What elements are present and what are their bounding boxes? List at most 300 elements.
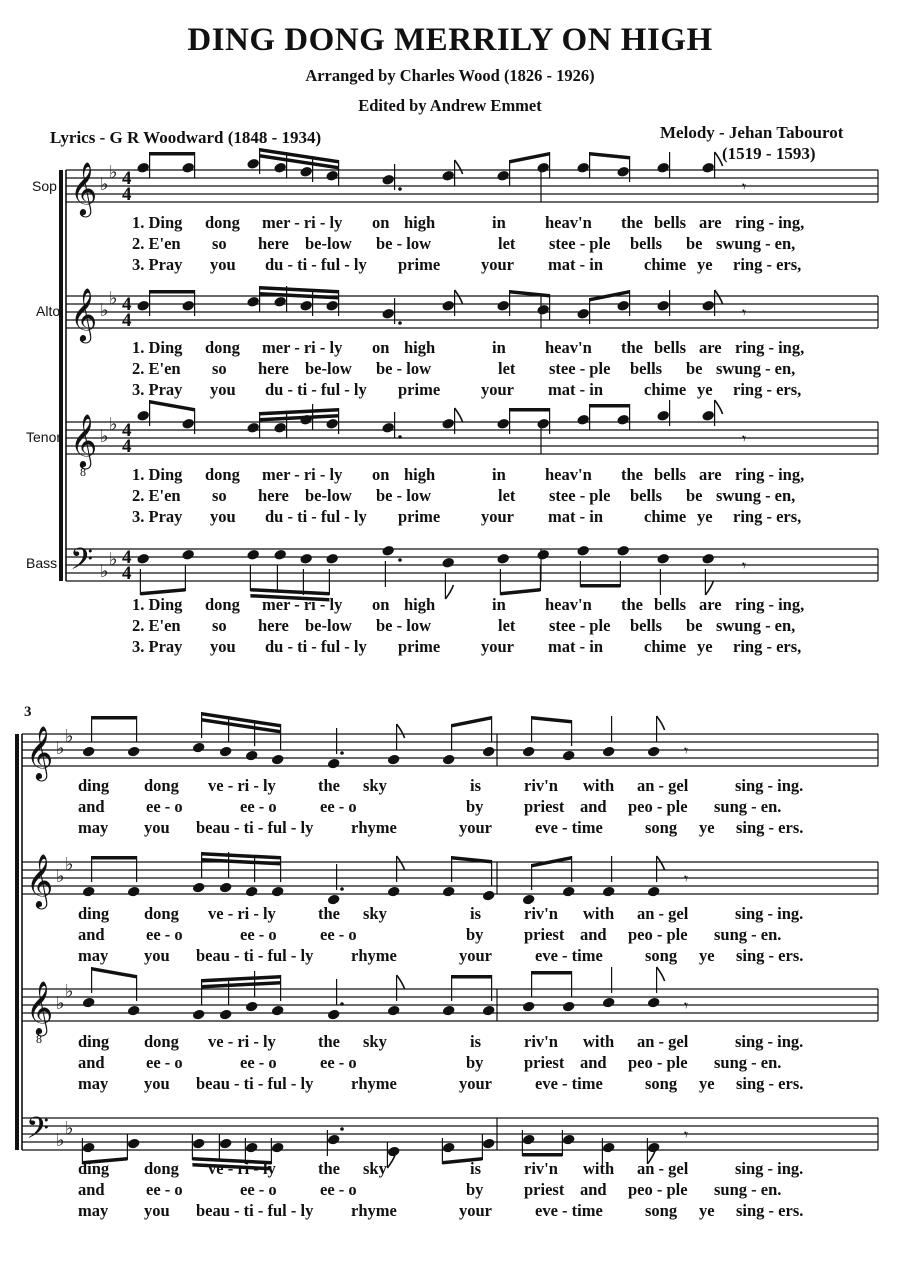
beam [500,588,540,596]
note-head [182,418,194,429]
lyric-syllable: ring - ing, [735,465,805,484]
lyric-syllable: be - low [376,486,431,505]
lyric-syllable: ding [78,1032,110,1051]
lyric-syllable: ye [697,637,713,656]
note-head [83,746,95,757]
lyric-syllable: mer - ri - ly [262,338,343,357]
lyric-syllable: heav'n [545,465,592,484]
lyric-syllable: on [372,465,390,484]
note-head [563,1001,575,1012]
instrument-label-alto: Alto [36,303,61,319]
lyric-syllable: your [481,507,514,526]
lyric-syllable: your [459,946,492,965]
lyric-syllable: ee - o [320,1053,357,1072]
lyric-syllable: 3. Pray [132,380,183,399]
composer-dates: (1519 - 1593) [722,144,816,163]
note-head [497,418,509,429]
beam [92,856,137,860]
note-head [220,1138,232,1149]
note-head [657,300,669,311]
lyric-syllable: 2. E'en [132,616,181,635]
lyric-syllable: in [492,213,506,232]
note-head [483,890,495,901]
lyric-syllable: bells [630,616,663,635]
lyric-syllable: prime [398,507,441,526]
lyric-syllable: by [466,1180,484,1199]
lyric-syllable: you [210,507,236,526]
lyric-syllable: priest [524,1053,565,1072]
lyric-syllable: ee - o [240,1053,277,1072]
lyric-syllable: the [318,1032,340,1051]
time-signature: 4 [122,294,132,315]
note-head [388,886,400,897]
note-head [382,422,394,433]
flat-sign: ♭ [65,981,74,1002]
lyric-syllable: beau - ti - ful - ly [196,1074,314,1093]
note-head [443,1142,455,1153]
flat-sign: ♭ [65,726,74,747]
note-dot [398,321,402,325]
treble-clef: 𝄞 [26,853,54,907]
lyric-syllable: the [621,595,643,614]
note-head [300,553,312,564]
lyric-syllable: ring - ing, [735,338,805,357]
note-flag [455,408,463,422]
lyric-syllable: the [621,465,643,484]
lyric-syllable: by [466,925,484,944]
note-head [193,1009,205,1020]
lyric-syllable: with [583,1159,615,1178]
note-head [272,1005,284,1016]
note-head [272,754,284,765]
note-head [220,746,232,757]
lyric-syllable: stee - ple [549,234,611,253]
note-head [137,410,149,421]
note-dot [398,435,402,439]
lyric-syllable: on [372,338,390,357]
flat-sign: ♭ [109,549,118,570]
lyric-syllable: riv'n [524,776,558,795]
lyric-syllable: sing - ers. [736,1074,804,1093]
flat-sign: ♭ [56,1130,65,1151]
note-head [83,997,95,1008]
lyric-syllable: your [459,1074,492,1093]
lyric-syllable: are [699,465,722,484]
beam [532,971,572,975]
instrument-label-tenor: Tenor [26,429,62,445]
note-head [617,545,629,556]
lyric-syllable: sing - ers. [736,946,804,965]
lyric-syllable: prime [398,380,441,399]
lyric-syllable: ye [699,818,715,837]
lyric-syllable: ye [697,507,713,526]
note-head [193,882,205,893]
lyric-syllable: the [621,213,643,232]
note-head [443,754,455,765]
note-flag [445,585,453,599]
measure-number: 3 [24,704,32,720]
lyric-syllable: your [459,818,492,837]
lyric-syllable: chime [644,507,687,526]
lyric-syllable: you [144,1074,170,1093]
note-head [702,162,714,173]
time-signature: 4 [122,547,132,568]
lyric-syllable: prime [398,255,441,274]
note-head [497,170,509,181]
beam [92,967,137,979]
note-head [326,553,338,564]
beam [202,981,281,989]
octave-mark: 8 [80,465,86,479]
note-flag [715,152,723,166]
beam [590,152,630,160]
lyric-syllable: ring - ers, [733,507,802,526]
lyric-syllable: you [144,946,170,965]
lyric-syllable: sky [363,776,387,795]
lyric-syllable: sung - en. [714,797,782,816]
lyric-syllable: ee - o [146,797,183,816]
lyric-syllable: the [621,338,643,357]
octave-mark: 8 [36,1032,42,1046]
lyric-syllable: and [78,1053,105,1072]
lyric-syllable: so [212,234,227,253]
lyric-syllable: heav'n [545,213,592,232]
time-signature: 4 [122,563,132,584]
note-head [702,300,714,311]
note-head [563,750,575,761]
lyric-syllable: song [645,1074,678,1093]
lyric-syllable: ring - ing, [735,213,805,232]
note-head [326,170,338,181]
lyric-syllable: with [583,776,615,795]
note-head [603,1142,615,1153]
lyric-syllable: so [212,359,227,378]
lyric-syllable: may [78,1201,109,1220]
note-head [442,300,454,311]
lyric-syllable: stee - ple [549,486,611,505]
lyric-syllable: du - ti - ful - ly [265,637,367,656]
lyric-syllable: 3. Pray [132,255,183,274]
lyric-syllable: let [498,359,516,378]
lyric-syllable: and [580,925,607,944]
lyric-syllable: du - ti - ful - ly [265,507,367,526]
lyric-syllable: and [580,1053,607,1072]
lyric-syllable: are [699,213,722,232]
note-head [246,1142,258,1153]
lyric-syllable: 2. E'en [132,486,181,505]
instrument-label-soprano: Sop [32,178,57,194]
beam [150,400,195,412]
lyric-syllable: bells [630,486,663,505]
lyric-syllable: your [459,1201,492,1220]
note-head [137,553,149,564]
lyric-syllable: on [372,213,390,232]
lyric-syllable: priest [524,797,565,816]
lyric-syllable: may [78,946,109,965]
note-head [274,296,286,307]
note-head [648,997,660,1008]
beam [260,292,339,300]
lyric-syllable: an - gel [637,1032,689,1051]
note-flag [705,581,713,595]
lyric-syllable: the [318,776,340,795]
lyric-syllable: you [144,818,170,837]
page-title: DING DONG MERRILY ON HIGH [187,22,713,58]
lyric-syllable: peo - ple [628,1053,688,1072]
note-head [193,1138,205,1149]
note-head [193,742,205,753]
lyric-syllable: ding [78,776,110,795]
lyric-syllable: be-low [305,359,352,378]
lyric-syllable: your [481,637,514,656]
lyric-syllable: bells [654,465,687,484]
note-head [523,1001,535,1012]
lyric-syllable: 2. E'en [132,359,181,378]
note-flag [397,975,405,989]
lyric-syllable: song [645,818,678,837]
note-head [483,746,495,757]
arranger-credit: Arranged by Charles Wood (1826 - 1926) [305,66,595,85]
time-signature: 4 [122,436,132,457]
note-head [537,162,549,173]
lyric-syllable: priest [524,1180,565,1199]
flat-sign: ♭ [100,561,109,582]
lyric-syllable: in [492,595,506,614]
note-head [247,158,259,169]
lyric-syllable: your [481,255,514,274]
lyric-syllable: dong [144,776,179,795]
flat-sign: ♭ [100,174,109,195]
lyric-syllable: so [212,486,227,505]
lyric-syllable: beau - ti - ful - ly [196,1201,314,1220]
lyric-syllable: ve - ri - ly [208,776,276,795]
eighth-rest: 𝄾 [742,556,747,575]
note-head [246,1001,258,1012]
note-dot [340,1002,344,1006]
note-head [246,886,258,897]
note-head [274,422,286,433]
lyric-syllable: dong [205,465,240,484]
lyric-syllable: here [258,486,289,505]
lyric-syllable: 1. Ding [132,595,183,614]
note-flag [397,724,405,738]
note-head [442,557,454,568]
lyric-syllable: ye [699,946,715,965]
note-head [382,308,394,319]
lyric-syllable: let [498,616,516,635]
note-head [603,886,615,897]
note-dot [340,1127,344,1131]
lyric-syllable: high [404,465,436,484]
lyric-syllable: high [404,595,436,614]
lyric-syllable: be - low [376,234,431,253]
lyric-syllable: with [583,904,615,923]
lyric-syllable: sing - ing. [735,776,804,795]
lyric-syllable: by [466,797,484,816]
lyric-syllable: you [210,255,236,274]
lyric-syllable: ee - o [146,925,183,944]
note-head [128,1138,140,1149]
note-head [577,414,589,425]
note-head [648,1142,660,1153]
lyric-syllable: eve - time [535,1074,603,1093]
lyric-syllable: rhyme [351,946,397,965]
lyric-syllable: mat - in [548,380,603,399]
eighth-rest: 𝄾 [742,429,747,448]
note-head [483,1138,495,1149]
flat-sign: ♭ [65,854,74,875]
lyric-syllable: ding [78,904,110,923]
treble-clef: 𝄞 [26,980,54,1034]
lyric-syllable: sing - ing. [735,1159,804,1178]
lyric-syllable: be-low [305,616,352,635]
note-dot [398,558,402,562]
lyric-syllable: and [78,1180,105,1199]
beam [522,1153,562,1157]
lyric-syllable: 3. Pray [132,507,183,526]
eighth-rest: 𝄾 [684,741,689,760]
note-head [382,545,394,556]
lyric-syllable: in [492,465,506,484]
editor-credit: Edited by Andrew Emmet [358,96,542,115]
lyric-syllable: ee - o [320,925,357,944]
note-head [657,553,669,564]
note-head [702,410,714,421]
lyric-syllable: be [686,234,703,253]
time-signature: 4 [122,420,132,441]
flat-sign: ♭ [56,738,65,759]
lyric-syllable: is [470,776,482,795]
lyric-syllable: ring - ers, [733,255,802,274]
note-flag [657,967,665,981]
lyric-syllable: may [78,818,109,837]
note-head [247,422,259,433]
note-head [272,886,284,897]
lyric-syllable: is [470,1159,482,1178]
lyric-syllable: ee - o [320,797,357,816]
flat-sign: ♭ [109,162,118,183]
lyric-syllable: mer - ri - ly [262,595,343,614]
lyric-syllable: heav'n [545,595,592,614]
lyric-syllable: be [686,616,703,635]
lyric-syllable: ve - ri - ly [208,1032,276,1051]
note-head [537,549,549,560]
note-head [83,886,95,897]
lyric-syllable: high [404,213,436,232]
lyric-syllable: an - gel [637,1159,689,1178]
flat-sign: ♭ [56,993,65,1014]
note-head [483,1005,495,1016]
lyric-syllable: the [318,904,340,923]
note-flag [387,1154,395,1168]
note-head [247,296,259,307]
lyric-syllable: 1. Ding [132,213,183,232]
note-head [603,746,615,757]
time-signature: 4 [122,310,132,331]
note-head [182,162,194,173]
lyric-syllable: ve - ri - ly [208,904,276,923]
treble-clef: 𝄞 [70,161,98,215]
eighth-rest: 𝄾 [684,1125,689,1144]
beam [452,716,492,728]
note-head [388,1146,400,1157]
lyric-syllable: stee - ple [549,359,611,378]
lyric-syllable: song [645,1201,678,1220]
lyric-syllable: dong [144,1159,179,1178]
lyric-syllable: be-low [305,486,352,505]
lyric-syllable: high [404,338,436,357]
lyric-syllable: peo - ple [628,797,688,816]
lyric-syllable: mer - ri - ly [262,213,343,232]
beam [150,290,195,294]
composer-name: Melody - Jehan Tabourot [660,123,844,142]
lyric-syllable: ye [699,1074,715,1093]
lyric-syllable: here [258,616,289,635]
lyric-syllable: with [583,1032,615,1051]
note-head [617,300,629,311]
lyric-syllable: dong [205,338,240,357]
note-head [443,886,455,897]
note-head [83,1142,95,1153]
lyric-syllable: are [699,595,722,614]
beam [260,408,339,416]
lyric-syllable: du - ti - ful - ly [265,255,367,274]
note-head [274,162,286,173]
lyric-syllable: an - gel [637,776,689,795]
note-head [328,1009,340,1020]
lyric-syllable: the [318,1159,340,1178]
lyric-syllable: du - ti - ful - ly [265,380,367,399]
lyric-syllable: ee - o [146,1053,183,1072]
lyric-syllable: ee - o [240,925,277,944]
instrument-label-bass: Bass [26,555,58,571]
lyric-syllable: ye [697,380,713,399]
lyric-syllable: be [686,359,703,378]
lyric-syllable: is [470,1032,482,1051]
lyric-syllable: rhyme [351,1201,397,1220]
lyric-syllable: bells [654,595,687,614]
lyric-syllable: chime [644,255,687,274]
lyric-syllable: chime [644,380,687,399]
note-dot [398,187,402,191]
beam [150,152,195,156]
note-head [388,754,400,765]
note-head [300,300,312,311]
lyric-syllable: be - low [376,359,431,378]
eighth-rest: 𝄾 [684,869,689,888]
lyric-syllable: sung - en. [714,1053,782,1072]
lyric-syllable: sing - ers. [736,818,804,837]
lyric-syllable: and [78,797,105,816]
beam [260,414,339,422]
note-flag [657,856,665,870]
note-head [617,414,629,425]
note-flag [657,716,665,730]
note-flag [397,856,405,870]
treble-clef: 𝄞 [70,413,98,467]
lyric-syllable: bells [654,213,687,232]
lyric-syllable: swung - en, [716,486,796,505]
note-flag [715,400,723,414]
lyric-syllable: your [481,380,514,399]
note-head [563,1134,575,1145]
note-head [523,746,535,757]
flat-sign: ♭ [56,866,65,887]
lyric-syllable: swung - en, [716,234,796,253]
note-head [220,1009,232,1020]
bass-clef: 𝄢 [26,1112,50,1153]
lyricist-credit: Lyrics - G R Woodward (1848 - 1934) [50,128,322,147]
